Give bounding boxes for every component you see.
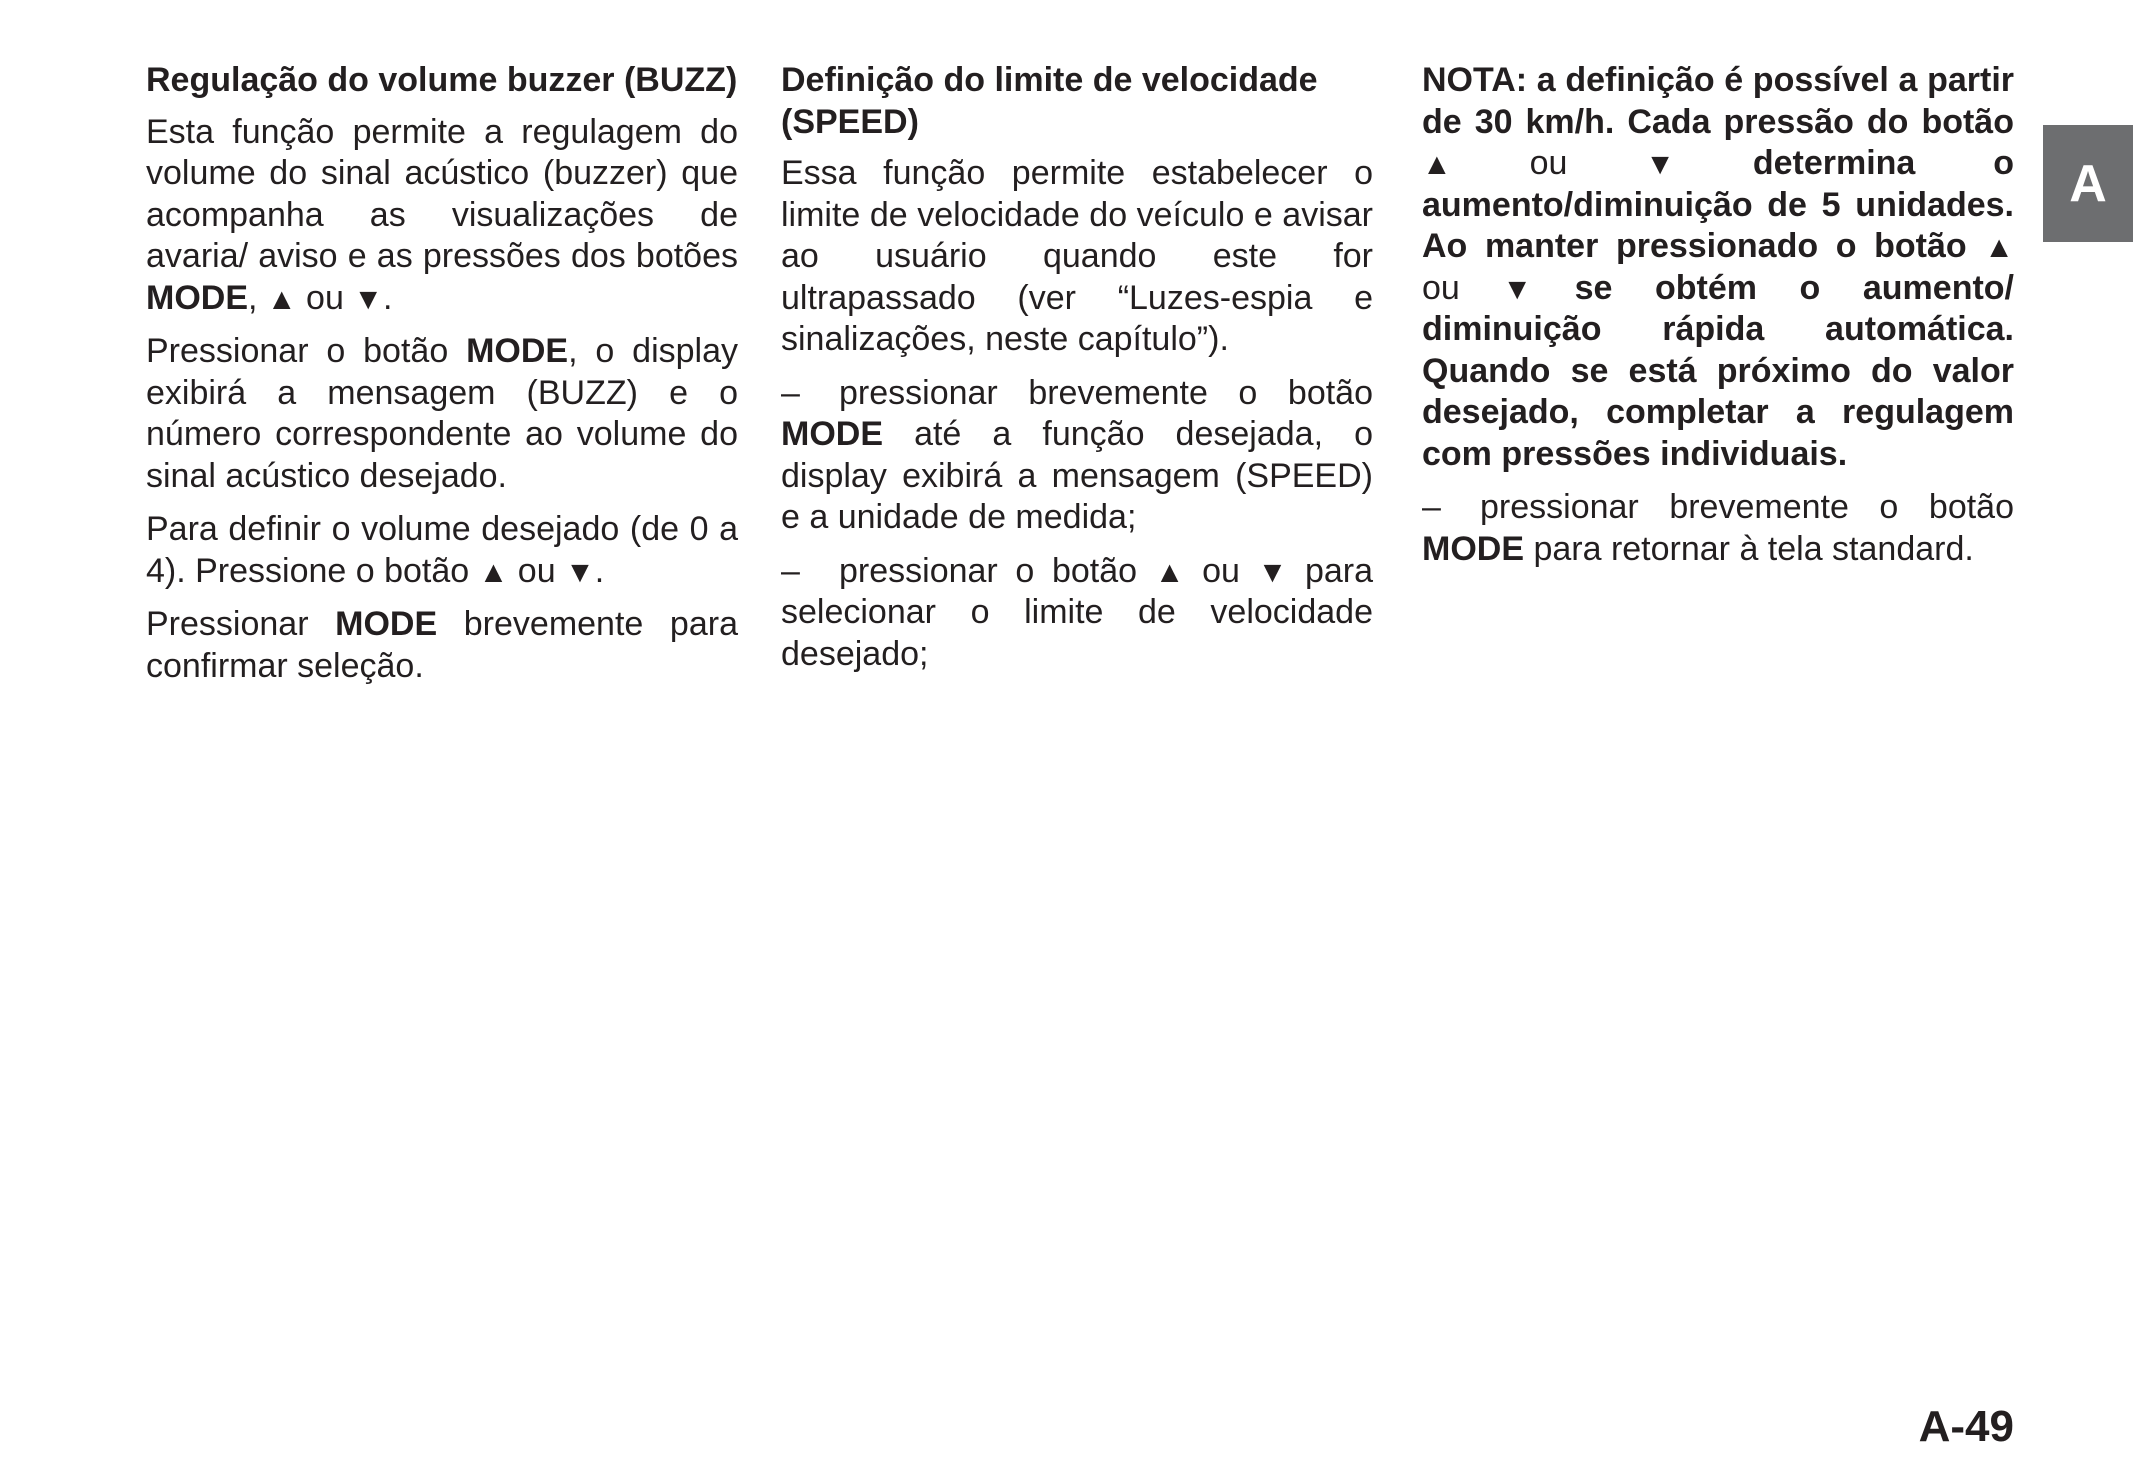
paragraph-buzz-confirm: Pressionar MODE brevemente para confirmar seleção. <box>146 605 738 685</box>
mode-label: MODE <box>1422 529 1524 568</box>
down-triangle-icon: ▼ <box>353 282 384 316</box>
up-triangle-icon: ▲ <box>266 282 297 316</box>
dash-marker: – <box>781 373 800 412</box>
list-item: – pressionar brevemente o botão MODE até a função desejada, o display exibirá a mensagem (SPEED) e a unidade de medida; <box>781 373 1373 536</box>
paragraph-buzz-intro: Esta função permite a regulagem do volume do sinal acústico (buzzer) que acompanha as visualizações de avaria/ aviso e as pressões dos botões MODE, ▲ ou ▼. <box>146 112 738 317</box>
column-buzz <box>146 60 738 699</box>
dash-marker: – <box>781 551 800 590</box>
up-triangle-icon: ▲ <box>1984 231 2014 264</box>
column-note <box>1422 60 2014 582</box>
up-triangle-icon: ▲ <box>1154 555 1185 589</box>
up-triangle-icon: ▲ <box>1422 148 1452 181</box>
list-item: – pressionar o botão ▲ ou ▼ para selecionar o limite de velocidade desejado; <box>781 551 1374 673</box>
heading-speed: Definição do limite de velocidade (SPEED) <box>781 61 1318 141</box>
list-item: – pressionar brevemente o botão MODE para retornar à tela standard. <box>1422 488 2014 568</box>
section-tab: A <box>2043 125 2133 242</box>
column-speed <box>781 60 1373 687</box>
down-triangle-icon: ▼ <box>565 555 595 589</box>
up-triangle-icon: ▲ <box>478 555 509 589</box>
heading-buzz: Regulação do volume buzzer (BUZZ) <box>146 61 738 99</box>
down-triangle-icon: ▼ <box>1502 272 1533 306</box>
mode-label: MODE <box>335 605 438 643</box>
down-triangle-icon: ▼ <box>1257 555 1288 589</box>
paragraph-speed-intro: Essa função permite estabelecer o limite de velocidade do veículo e avisar ao usuário quando este for ultrapassado (ver “Luzes-espia e sinalizações, neste capítulo”). <box>781 154 1373 358</box>
dash-marker: – <box>1422 488 1441 526</box>
page-number: A-49 <box>1918 1402 2014 1451</box>
down-triangle-icon: ▼ <box>1645 148 1675 181</box>
mode-label: MODE <box>466 332 569 370</box>
paragraph-buzz-define: Para definir o volume desejado (de 0 a 4). Pressione o botão ▲ ou ▼. <box>146 510 738 590</box>
paragraph-buzz-press: Pressionar o botão MODE, o display exibirá a mensagem (BUZZ) e o número correspondente ao volume do sinal acústico desejado. <box>146 332 739 495</box>
note-paragraph: NOTA: a definição é possível a partir de 30 km/h. Cada pressão do botão ▲ ou ▼ determina o aumento/diminuição de 5 unidades. Ao manter pressionado o botão ▲ ou ▼ se obtém o aumento/ diminuição rápida automática. Quando se está próximo do valor desejado, completar a regulagem com pressões individuais. <box>1422 61 2014 473</box>
mode-label: MODE <box>781 415 883 453</box>
mode-label: MODE <box>146 278 248 317</box>
